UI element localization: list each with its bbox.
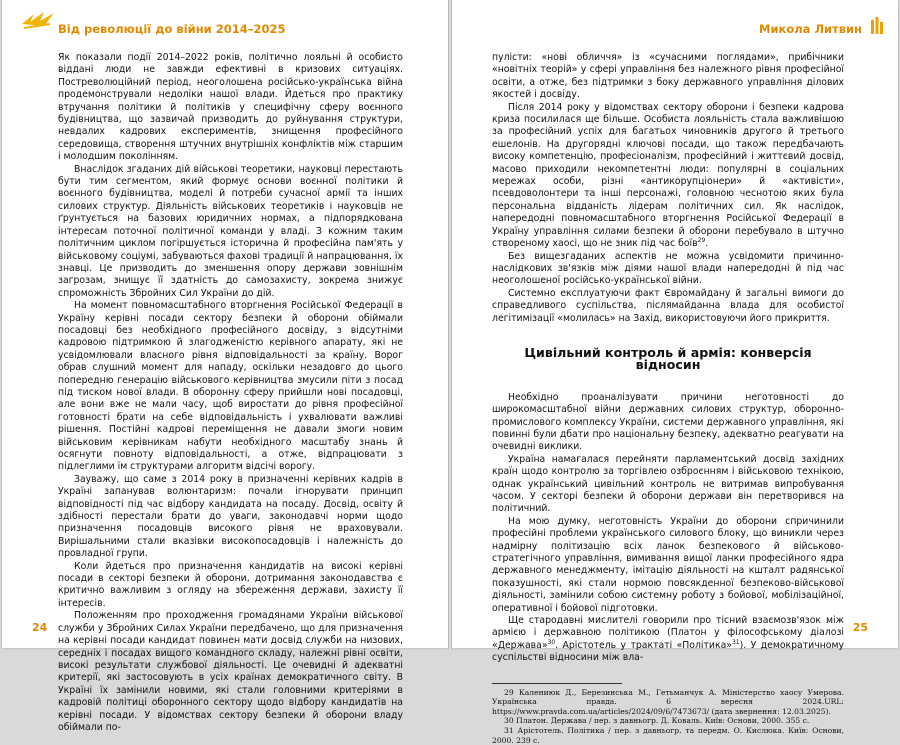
footnote-ref: 30 (547, 638, 556, 646)
paragraph: пулісти: «нові обличчя» із «сучасними поглядами», прибічники «новітніх теорій» у сфері управління без належного рівня професійної освіти, а отже, без підтримки з боку державного управління ділових якостей і досвіду. (492, 52, 844, 101)
page-number: 25 (852, 621, 868, 634)
paragraph: Необхідно проаналізувати причини неготовності до широкомасштабної війни державних силових структур, оборонно-промислового комплексу України, системи державного управління, які повинні були дбати про національну безпеку, адекватно реагувати на очевидні виклики. (492, 391, 844, 453)
author-mark-icon (870, 16, 884, 34)
paragraph: Зауважу, що саме з 2014 року в призначенні керівних кадрів в Україні запанував волюнтаризм: почали ігнорувати принцип відповідності під час відбору кандидата на посаду. Досвід, освіту й здібності перестали брати до уваги, законодавчі норми щодо призначення посадовців високого рівня не враховували. Вирішальними стали вказівки високопосадовців і належність до провладної групи. (58, 473, 403, 560)
section-heading: Цивільний контроль й армія: конверсія відносин (524, 344, 812, 373)
right-text-column (492, 52, 844, 745)
paragraph-text: Ще стародавні мислителі говорили про тісний взаємозв'язок між армією і державною політикою (Платон у філософському діалозі «Держава» (492, 615, 844, 651)
running-header: Від революції до війни 2014–2025 (58, 22, 286, 36)
paragraph (492, 615, 844, 665)
paragraph: Внаслідок згаданих дій військові теоретики, науковці перестають бути тим сегментом, який формує основи воєнної політики й воєнного будівництва, моделі й потреби сучасної армії та інших силових структур. Діяльність військових теоретиків і науковців не ґрунтується на базових юридичних нормах, а підпорядкована інтересам поточної політичної команди у владі. З кожним таким політичним циклом погіршується історична й професійна пам'ять у військовому соціумі, забуваються фахові традиції й напрацювання, їх знавці. Це призводить до зменшення опору держави зовнішнім загрозам, знищує її здатність до самозахисту, зокрема знижує спроможність Збройних Сил України до дій. (58, 163, 403, 299)
right-page (452, 0, 898, 745)
footnote-separator (492, 683, 622, 684)
footnote: 31 Арістотель. Політика / пер. з давньогр. та передм. О. Кислюка. Київ: Основи, 2000. 239 с. (492, 726, 844, 745)
paragraph: Як показали події 2014–2022 років, політично лояльні й особисто віддані люди не завжди ефективні в кризових ситуаціях. Постреволюційний період, неоголошена російсько-українська війна продемонстрували недоліки нашої влади. Йдеться про практику втручання політики й політиків у специфічну сферу воєнного будівництва, що зазвичай призводить до руйнування структури, невдалих кадрових експериментів, знищення професійного середовища, створення штучних внутрішніх конфліктів між старшим і молодшим поколінням. (58, 52, 403, 163)
paragraph: Україна намагалася перейняти парламентський досвід західних країн щодо контролю за торгівлею озброєнням і військовою технікою, однак український цивільний контроль не витримав випробування часом. У секторі безпеки й оборони держави він перетворився на політичний. (492, 453, 844, 515)
paragraph-text: . Арістотель у трактаті «Політика» (555, 639, 732, 651)
paragraph: На мою думку, неготовність України до оборони спричинили професійні проблеми українського силового блоку, що виникли через надмірну політизацію всіх ланок безпекового й військово-стратегічного управління, вимивання вищої ланки професійного ядра державного менеджменту, імітацію діяльності на кшталт радянської показушності, які стали нормою повсякденної безпеково-військової діяльності, замінили собою системну роботу з бойової, мобілізаційної, оперативної і бойової підготовки. (492, 515, 844, 614)
paragraph-text: Після 2014 року у відомствах сектору оборони і безпеки кадрова криза посилилася ще більше. Особиста лояльність стала важливішою за професійний успіх для багатьох чиновників другого й третього ешелонів. На другорядні ключові посади, що також передбачають високу компетенцію, професіоналізм, професійний і життєвий досвід, масово приходили некомпетентні люди: популярні в соціальних мережах особи, різні «антикорупціонери» й «активісти», псевдоволонтери та інші персонажі, головною чеснотою яких була персональна відданість лідерам політичних сил. Як наслідок, напередодні повномасштабного вторгнення Російської Федерації в Україну управління силами безпеки й оборони перебувало в штучно створеному хаосі, що не зник під час боїв (492, 101, 844, 250)
left-text-column (58, 52, 403, 734)
publisher-logo-icon (20, 10, 56, 32)
footnote: 30 Платон. Держава / пер. з давньогр. Д. Коваль. Київ: Основи, 2000. 355 с. (504, 716, 810, 726)
paragraph: Коли йдеться про призначення кандидатів на високі керівні посади в секторі безпеки й оборони, дотримання законодавства є критично важливим з огляду на збереження держави, захисту її інтересів. (58, 560, 403, 609)
page-number: 24 (32, 621, 48, 634)
paragraph-text: ). У демократичному суспільстві відносини між вла- (492, 639, 844, 664)
footnote-ref: 29 (697, 237, 706, 244)
paragraph: Після 2014 року у відомствах сектору оборони і безпеки кадрова криза посилилася ще більше. Особиста лояльність стала важливішою за професійний успіх для багатьох чиновників другого й третього ешелонів. На другорядні ключові посади, що також передбачають високу компетенцію, професіоналізм, професійний і життєвий досвід, масово приходили некомпетентні люди: популярні в соціальних мережах особи, різні «антикорупціонери» й «активісти», псевдоволонтери та інші персонажі, головною чеснотою яких була персональна відданість лідерам політичних сил. Як наслідок, напередодні повномасштабного вторгнення Російської Федерації в Україну управління силами безпеки й оборони перебувало в штучно створеному хаосі, що не зник під час боїв$^{29}$. (492, 101, 844, 250)
paragraph: Системно експлуатуючи факт Євромайдану й загальні вимоги до справедливого суспільства, післямайданна влада для особистої легітимізації «молилась» на Захід, використовуючи його прикриття. (492, 287, 844, 324)
paragraph: На момент повномасштабного вторгнення Російської Федерації в Україну керівні посади сектору безпеки й оборони обіймали посадовці без необхідного професійного досвіду, з відсутніми кадровою підтримкою й злагодженістю керівного апарату, які не усвідомлювали власного рівня відповідальності за країну. Ворог обрав слушний момент для нападу, оскільки незадовго до цього попередню генерацію військового керівництва змусили піти з посад під тиском нової влади. В оборонну сферу прийшли нові посадовці, але вони вже не мали часу, щоб виростати до рівня професійної готовності брати на себе відповідальність і ухвалювати важливі рішення. Постійні кадрові переміщення не давали змоги новим військовим керівникам набути необхідного масштабу знань й осягнути повноту відповідальності, а отже, відпрацювати з підлеглими їм структурами алгоритм відсічі ворогу. (58, 300, 403, 473)
footnotes (492, 688, 844, 745)
running-header: Микола Литвин (759, 22, 862, 36)
left-page (2, 0, 448, 733)
footnote: 29 Калениюк Д., Березинська М., Гетьманчук А. Міністерство хаосу Умерова. Українська правда. 6 вересня 2024.URL: https://www.pravda.com.ua/articles/2024/09/6/7473673/ (дата звернення: 12.03.2025). (492, 687, 844, 716)
footnote-ref: 31 (731, 638, 740, 646)
paragraph: Положенням про проходження громадянами України військової служби у Збройних Силах України передбачено, що для призначення на керівні посади кандидат повинен мати досвід служби на низових, середніх і посадах вищого командного складу, належні рівні освіти, високі результати службової діяльності. Це очевидні й адекватні критерії, які застосовують в усіх країнах демократичного світу. В Україні їх замінили новими, які стали головними критеріями в кадровій політиці оборонного сектору щодо відбору кандидатів на керівні посади. У відомствах сектору безпеки й оборони владу обіймали по- (58, 610, 403, 733)
paragraph: Без вищезгаданих аспектів не можна усвідомити причинно-наслідкових зв'язків між діями нашої влади напередодні й під час неоголошеної російсько-української війни. (492, 250, 844, 287)
